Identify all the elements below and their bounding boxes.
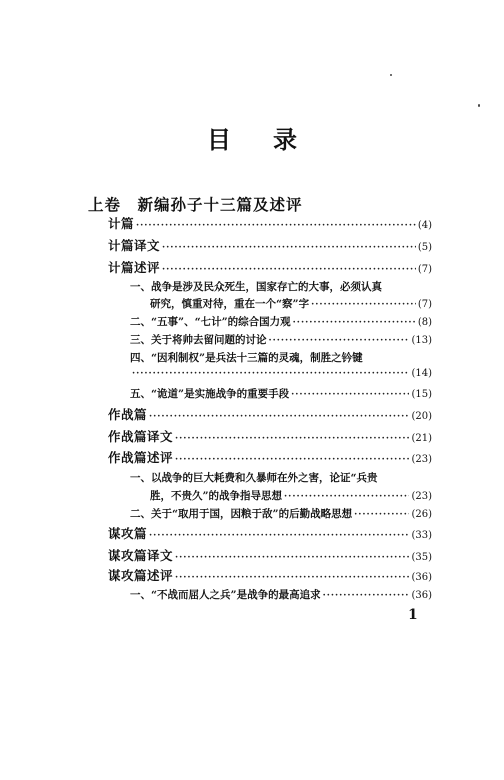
toc-subentry[interactable]	[130, 386, 432, 401]
toc-subentry[interactable]	[130, 314, 432, 329]
toc-page-number: (7)	[417, 299, 432, 310]
toc-entry-title: 作战篇	[108, 407, 148, 422]
toc-entry-title: 五、“诡道”是实施战争的重要手段	[130, 388, 290, 400]
toc-entry-title: 作战篇译文	[108, 429, 174, 444]
toc-entry-title: 一、战争是涉及民众死生，国家存亡的大事，必须认真	[130, 281, 382, 293]
toc-page-number: (26)	[411, 509, 432, 520]
scan-speck	[478, 104, 480, 107]
toc-entry-title: 谋攻篇述评	[108, 568, 174, 583]
toc-page-number: (33)	[411, 530, 432, 541]
toc-entry[interactable]	[108, 448, 432, 466]
toc-entry-title: 计篇述评	[108, 260, 161, 275]
toc-entry-title: 胜，不贵久”的战争指导思想	[150, 490, 283, 502]
toc-entry-title: 计篇	[108, 216, 135, 231]
leader-dots	[162, 243, 416, 253]
toc-page-number: (5)	[417, 242, 432, 253]
leader-dots	[269, 336, 410, 346]
scan-speck	[390, 74, 392, 76]
toc-page-number: (8)	[417, 317, 432, 328]
toc-entry[interactable]	[108, 258, 432, 276]
toc-entry[interactable]	[108, 214, 432, 232]
toc-subentry[interactable]	[130, 332, 432, 347]
toc-page-number: (23)	[411, 491, 432, 502]
toc-page-number: (36)	[411, 590, 432, 601]
leader-dots	[162, 265, 416, 275]
leader-dots	[175, 434, 409, 444]
page-title: 目录	[207, 126, 339, 154]
toc-subentry[interactable]	[130, 350, 432, 365]
toc-page-number: (23)	[411, 454, 432, 465]
leader-dots	[293, 318, 416, 328]
toc-page-number: (7)	[417, 264, 432, 275]
toc-page-number: (21)	[411, 433, 432, 444]
toc-entry[interactable]	[108, 405, 432, 423]
toc-subentry-continued[interactable]	[130, 368, 432, 379]
leader-dots	[175, 553, 409, 563]
toc-subentry[interactable]	[130, 279, 432, 294]
toc-page-number: (36)	[411, 572, 432, 583]
toc-subentry[interactable]	[130, 470, 432, 485]
leader-dots	[175, 573, 409, 583]
toc-entry-title: 一、“不战而屈人之兵”是战争的最高追求	[130, 589, 321, 601]
toc-page-number: (14)	[411, 368, 432, 379]
leader-dots	[149, 531, 409, 541]
toc-entry-title: 二、“五事”、“七计”的综合国力观	[130, 316, 291, 328]
toc-subentry[interactable]	[130, 506, 432, 521]
toc-entry[interactable]	[108, 546, 432, 564]
toc-entry-title: 计篇译文	[108, 238, 161, 253]
toc-page-number: (20)	[411, 411, 432, 422]
leader-dots	[311, 300, 416, 310]
toc-subentry-continued[interactable]	[150, 296, 432, 311]
toc-page-number: (35)	[411, 552, 432, 563]
leader-dots	[284, 492, 409, 502]
toc-entry-title: 作战篇述评	[108, 450, 174, 465]
toc-page-number: (4)	[417, 220, 432, 231]
toc-entry[interactable]	[108, 427, 432, 445]
leader-dots	[291, 390, 409, 400]
leader-dots	[354, 510, 409, 520]
leader-dots	[149, 412, 409, 422]
toc-entry[interactable]	[108, 524, 432, 542]
toc-subentry-continued[interactable]	[150, 488, 432, 503]
toc-entry-title: 谋攻篇	[108, 526, 148, 541]
toc-entry-title: 三、关于将帅去留问题的讨论	[130, 334, 267, 346]
toc-entry-title: 二、关于“取用于国，因粮于敌”的后勤战略思想	[130, 508, 353, 520]
toc-entry[interactable]	[108, 236, 432, 254]
leader-dots	[323, 591, 410, 601]
toc-entry-title: 研究，慎重对待，重在一个“察”字	[150, 298, 310, 310]
leader-dots	[132, 369, 409, 379]
volume-heading: 上卷 新编孙子十三篇及述评	[88, 195, 303, 214]
toc-page-number: (13)	[411, 335, 432, 346]
toc-subentry[interactable]	[130, 587, 432, 602]
page-number: 1	[408, 607, 418, 623]
toc-entry[interactable]	[108, 566, 432, 584]
leader-dots	[175, 455, 409, 465]
toc-entry-title: 谋攻篇译文	[108, 548, 174, 563]
leader-dots	[136, 221, 416, 231]
toc-entry-title: 四、“因利制权”是兵法十三篇的灵魂，制胜之钤键	[130, 352, 363, 364]
toc-page-number: (15)	[411, 389, 432, 400]
toc-entry-title: 一、以战争的巨大耗费和久暴师在外之害，论证“兵贵	[130, 472, 378, 484]
